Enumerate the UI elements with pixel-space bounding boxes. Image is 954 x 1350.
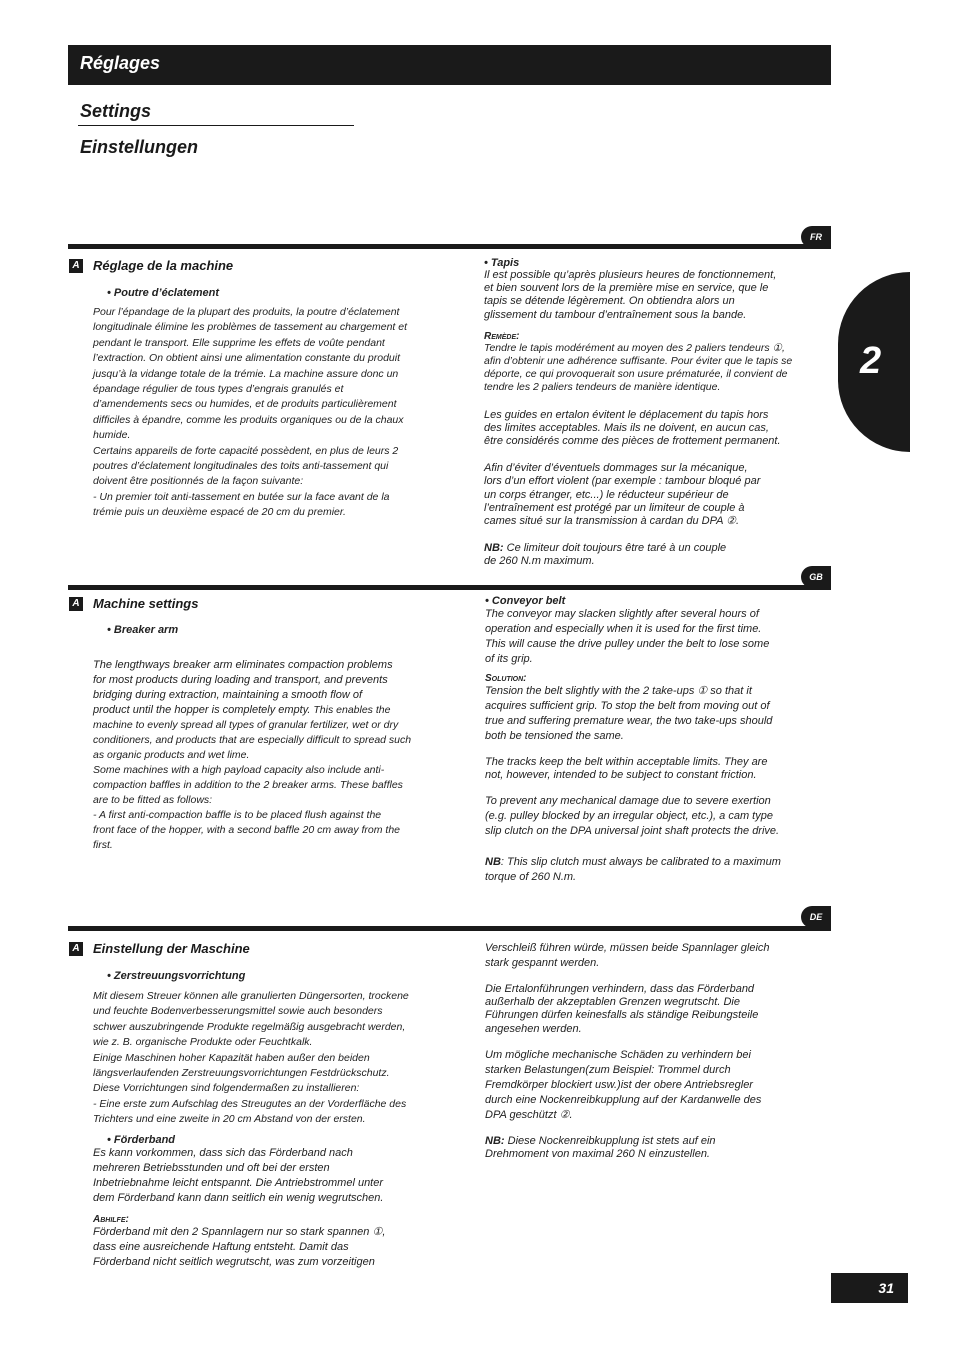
fr-bullet-belt: • Tapis (484, 257, 520, 269)
gb-solution-text: Tension the belt slightly with the 2 take-ups ① so that it acquires sufficient grip. To stop the belt from moving out of true and suffering premature wear, the two take-ups should both be tensioned the same. (485, 685, 773, 742)
page-number: 31 (831, 1273, 908, 1303)
gb-paragraph-clutch: To prevent any mechanical damage due to severe exertion (e.g. pulley blocked by an irregular object, etc.), a cam type slip clutch on the DPA universal joint shaft protects the drive. (485, 795, 780, 838)
gb-right-column (485, 595, 825, 885)
fr-remedy-label: Remède: (484, 330, 520, 342)
header-bar (68, 45, 831, 85)
fr-remedy-text: Tendre le tapis modérément au moyen des 2 paliers tendeurs ①, afin d’obtenir une adhérence suffisante. Pour éviter que le tapis se déporte, ce qui provoquerait son usure prématurée, il convient de tendre les 2 paliers tendeurs de manière identique. (484, 341, 793, 394)
de-note-text: Diese Nockenreibkupplung ist stets auf ein Drehmoment von maximal 260 N einzustellen. (485, 1134, 716, 1161)
fr-paragraph-breaker: Pour l’épandage de la plupart des produits, la poutre d’éclatement longitudinale élimine les problèmes de tassement au chargement et pendant le transport. Elle supprime les effets de voûte pendant l’extraction. On obtient ainsi une alimentation constante du produit jusqu’à la vidange totale de la trémie. La machine assure donc un épandage régulier de tous types d’engrais granulés et d’amendements secs ou humides, et de produits particulièrement difficiles à épandre, comme les produits organiques ou de la chaux humide. Certains appareils de forte capacité possèdent, en plus de leurs 2 poutres d’éclatement longitudinales des toits anti-tassement qui doivent être positionnés de la façon suivante: - Un premier toit anti-tassement en butée sur la face avant de la trémie puis un deuxième espacé de 20 cm du premier. (93, 306, 408, 519)
fr-paragraph-guides: Les guides en ertalon évitent le déplacement du tapis hors des limites acceptables. Mais ils ne doivent, en aucun cas, être considérés comme des pièces de frottement permanent. (484, 408, 781, 448)
gb-note (485, 855, 825, 885)
fr-paragraph-belt: Il est possible qu’après plusieurs heures de fonctionnement, et bien souvent lors de la première mise en service, que le tapis se détende légèrement. On obtiendra alors un glissement du tambour d’entraînement sous la bande. (484, 269, 777, 321)
fr-note-text: Ce limiteur doit toujours être taré à un couple de 260 N.m maximum. (484, 542, 727, 568)
section-marker-fr: A (69, 259, 83, 273)
de-paragraph-spreader: Mit diesem Streuer können alle granulierten Düngersorten, trockene und feuchte Bodenverbesserungsmittel sowie auch besonders schwer auszubringende Produkte regelmäßig ausgebracht werden, wie z. B. organische Produkte oder Feuchtkalk. Einige Maschinen hoher Kapazität haben außer den beiden längsverlaufenden Zerstreuungsvorrichtungen Festdrückschutz. Diese Vorrichtungen sind folgendermaßen zu installieren: - Eine erste zum Aufschlag des Streugutes an der Vorderfläche des Trichters und eine zweite in 20 cm Abstand von der ersten. (93, 990, 409, 1126)
gb-paragraph-breaker (93, 658, 438, 853)
de-right-column (485, 941, 825, 1161)
section-marker-de: A (69, 942, 83, 956)
gb-bullet-breaker: • Breaker arm (107, 624, 179, 636)
title-de: Einstellungen (80, 137, 199, 157)
fr-bullet-breaker: • Poutre d’éclatement (107, 287, 220, 299)
de-bullet-spreader: • Zerstreuungsvorrichtung (107, 970, 246, 982)
fr-note (484, 542, 824, 568)
section-title-fr: Réglage de la machine (93, 258, 234, 273)
gb-paragraph-belt: The conveyor may slacken slightly after several hours of operation and especially when it is used for the first time. This will cause the drive pulley under the belt to lose some of its grip. (485, 608, 770, 665)
section-rule-de (68, 926, 831, 931)
chapter-tab (838, 272, 910, 452)
de-left-column (93, 970, 438, 1270)
fr-paragraph-clutch: Afin d’éviter d’éventuels dommages sur la mécanique, lors d’un effort violent (par exemple : tambour bloqué par un corps étranger, etc...) le réducteur supérieur de l’entraînement est protégé par un limiteur de couple à cames situé sur la transmission à cardan du DPA ②. (484, 462, 761, 528)
fr-right-column (484, 257, 824, 569)
lang-badge-fr: FR (801, 226, 831, 248)
de-remedy-label: Abhilfe: (93, 1213, 129, 1225)
section-marker-gb: A (69, 597, 83, 611)
fr-note-label: NB: (484, 542, 504, 555)
title-divider (78, 125, 354, 126)
section-title-gb: Machine settings (93, 596, 199, 611)
gb-paragraph-tracks: The tracks keep the belt within acceptable limits. They are not, however, intended to be subject to constant friction. (485, 756, 768, 782)
gb-paragraph-breaker-a: The lengthways breaker arm eliminates compaction problems for most products during loading and transport, and prevents bridging during extraction, maintaining a smooth flow of product until the hopper is completely empty. (93, 659, 393, 716)
section-heading-de (69, 941, 250, 956)
lang-badge-de: DE (801, 906, 831, 928)
de-note-label: NB: (485, 1134, 505, 1147)
de-paragraph-remedy-cont: Verschleiß führen würde, müssen beide Spannlager gleich stark gespannt werden. (485, 942, 770, 969)
section-heading-gb (69, 596, 198, 611)
title-fr: Réglages (80, 53, 161, 73)
gb-note-label: NB (485, 856, 501, 869)
gb-left-column (93, 624, 438, 853)
section-title-de: Einstellung der Maschine (93, 941, 250, 956)
de-note (485, 1135, 825, 1161)
gb-paragraph-breaker-b: This enables the machine to evenly spread all types of granular fertilizer, wet or dry conditioners, and products that are especially difficult to spread such as organic products and wet lime. Some machines with a high payload capacity also include anti- compaction baffles in addition to the 2 breaker arms. These baffles are to be fitted as follows: - A first anti-compaction baffle is to be placed flush against the front face of the hopper, with a second baffle 20 cm away from the first. (93, 704, 412, 851)
fr-left-column (93, 287, 433, 521)
lang-badge-gb: GB (801, 566, 831, 588)
gb-solution-label: Solution: (485, 673, 527, 684)
title-gb: Settings (80, 101, 152, 121)
chapter-number: 2 (860, 340, 882, 382)
gb-bullet-belt: • Conveyor belt (485, 595, 566, 607)
section-heading-fr (69, 258, 233, 273)
de-paragraph-belt: Es kann vorkommen, dass sich das Förderband nach mehreren Betriebsstunden und oft bei der ersten Inbetriebnahme leicht entspannt. Die Antriebstrommel unter dem Förderband kann dann seitlich ein wenig wegrutschen. (93, 1146, 384, 1204)
de-remedy-text: Förderband mit den 2 Spannlagern nur so stark spannen ①, dass eine ausreichende Haftung entsteht. Damit das Förderband nicht seitlich wegrutscht, was zum vorzeitigen (93, 1225, 386, 1268)
section-rule-fr (68, 244, 831, 249)
de-paragraph-clutch: Um mögliche mechanische Schäden zu verhindern bei starken Belastungen(zum Beispiel: Trommel durch Fremdkörper blockiert usw.)ist der obere Antriebsregler durch eine Nockenreibkupplung auf der Kardanwelle des DPA geschützt ②. (485, 1048, 762, 1121)
section-rule-gb (68, 585, 831, 590)
gb-note-text: : This slip clutch must always be calibrated to a maximum torque of 260 N.m. (485, 856, 781, 884)
de-bullet-belt: • Förderband (107, 1133, 176, 1146)
de-paragraph-guides: Die Ertalonführungen verhindern, dass das Förderband außerhalb der akzeptablen Grenzen wegrutscht. Die Führungen dürfen keinesfalls als ständige Reibungsteile angesehen werden. (485, 983, 759, 1035)
